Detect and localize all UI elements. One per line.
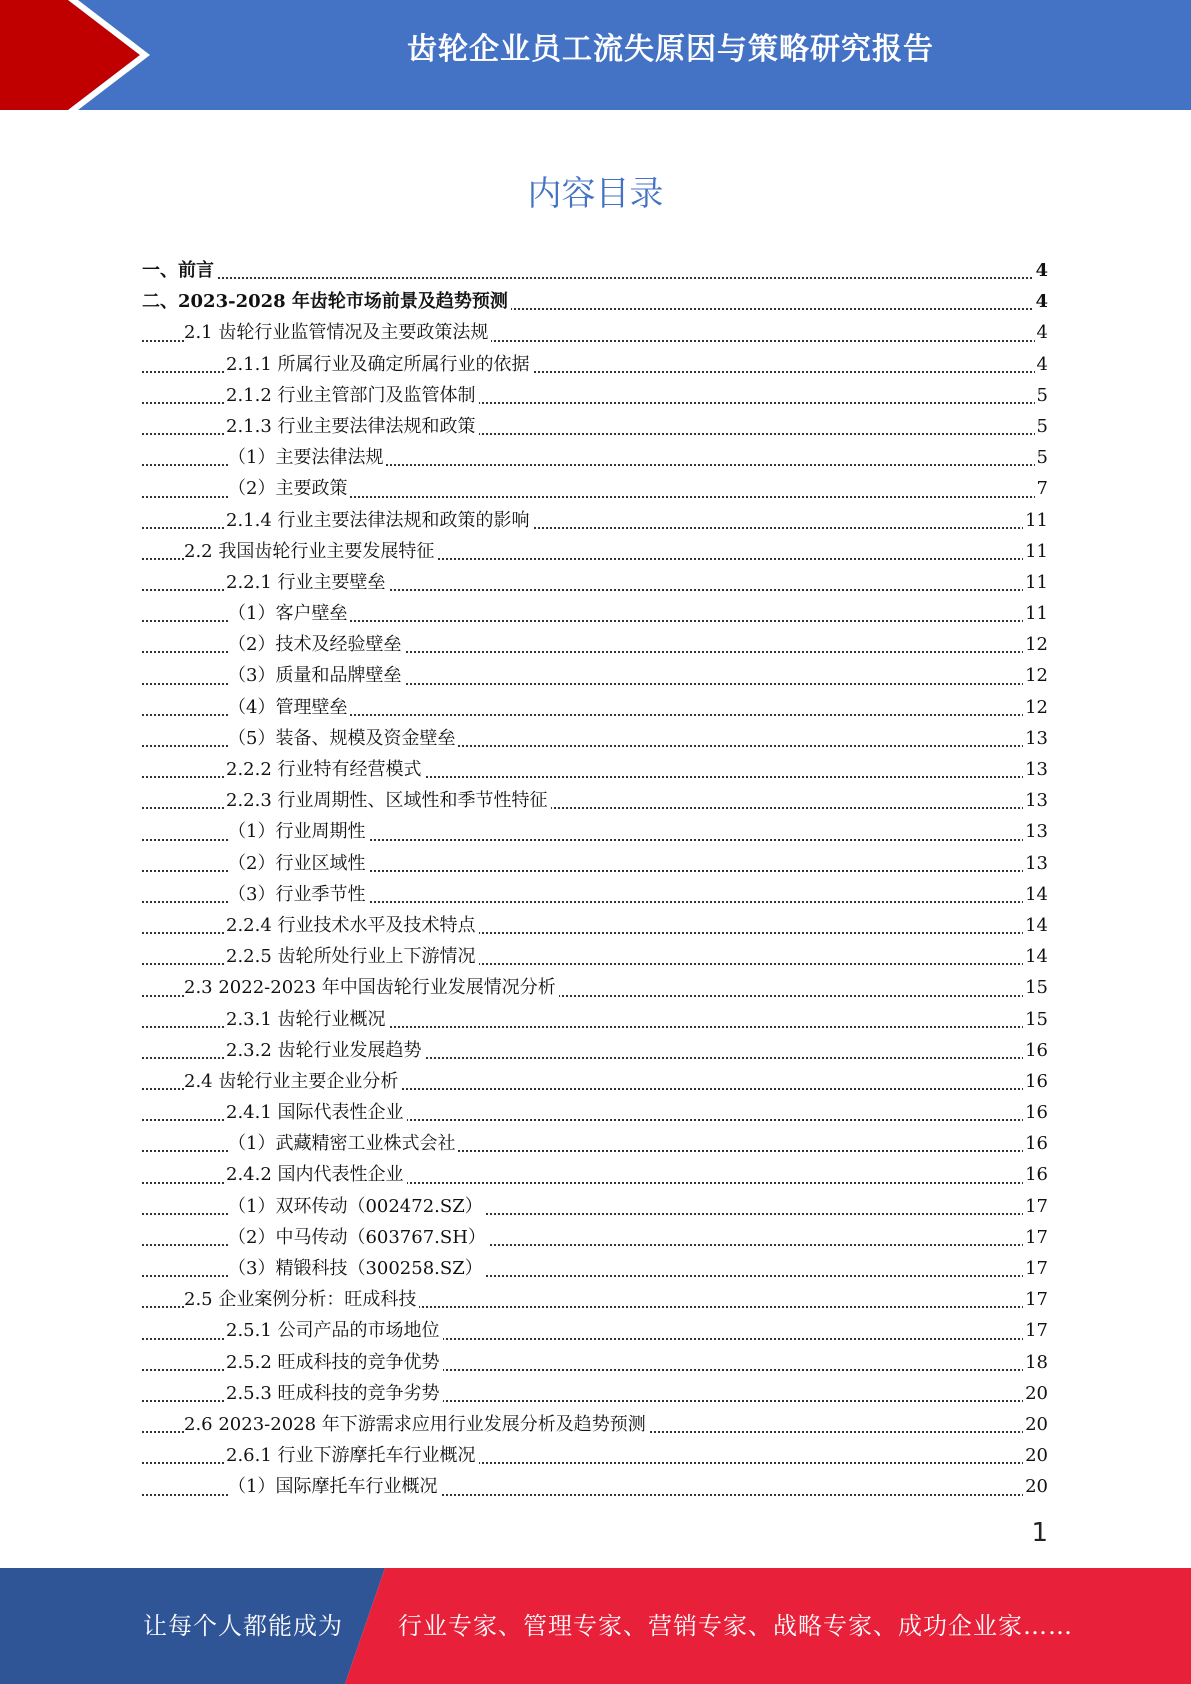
toc-entry[interactable] [142,879,1048,910]
toc-entry-page: 17 [1023,1222,1048,1253]
toc-entry[interactable] [142,785,1048,816]
toc-entry[interactable] [142,380,1048,411]
toc-entry[interactable] [142,598,1048,629]
toc-entry[interactable] [142,1409,1048,1440]
toc-entry[interactable] [142,1471,1048,1502]
toc-entry[interactable] [142,910,1048,941]
toc-entry-label: 2.2.2 行业特有经营模式 [226,759,425,780]
toc-entry[interactable] [142,255,1048,286]
report-header [0,0,1191,110]
toc-entry[interactable] [142,754,1048,785]
toc-entry-page: 20 [1023,1409,1048,1440]
toc-entry[interactable] [142,1222,1048,1253]
toc-entry-label: 一、前言 [142,260,217,281]
toc-entry-label: （1）行业周期性 [228,821,368,842]
toc-entry-page: 20 [1023,1471,1048,1502]
toc-entry-page: 17 [1023,1315,1048,1346]
toc-entry-page: 20 [1023,1440,1048,1471]
toc-entry-label: 2.4.1 国际代表性企业 [226,1102,407,1123]
toc-entry-label: 2.2 我国齿轮行业主要发展特征 [184,541,437,562]
toc-entry-label: 2.5 企业案例分析：旺成科技 [184,1289,419,1310]
toc-entry[interactable] [142,505,1048,536]
toc-entry-page: 18 [1023,1347,1048,1378]
toc-entry-page: 17 [1023,1191,1048,1222]
toc-entry[interactable] [142,536,1048,567]
toc-entry[interactable] [142,411,1048,442]
toc-entry-label: 2.4.2 国内代表性企业 [226,1164,407,1185]
toc-entry-page: 14 [1023,941,1048,972]
toc-entry-page: 11 [1023,598,1048,629]
toc-entry-label: 2.6 2023-2028 年下游需求应用行业发展分析及趋势预测 [184,1414,649,1435]
toc-entry-page: 12 [1023,660,1048,691]
toc-entry-label: 2.1.1 所属行业及确定所属行业的依据 [226,354,533,375]
toc-entry-label: （1）客户壁垒 [228,603,350,624]
toc-entry-label: （3）质量和品牌壁垒 [228,665,404,686]
toc-entry[interactable] [142,1004,1048,1035]
toc-entry-page: 5 [1035,380,1048,411]
toc-entry-page: 11 [1023,505,1048,536]
toc-entry-label: （1）武藏精密工业株式会社 [228,1133,458,1154]
toc-entry[interactable] [142,317,1048,348]
toc-entry-page: 13 [1023,848,1048,879]
toc-entry-page: 16 [1023,1128,1048,1159]
toc-entry[interactable] [142,1378,1048,1409]
toc-entry[interactable] [142,286,1048,317]
toc-entry-label: （2）主要政策 [228,478,350,499]
toc-entry[interactable] [142,629,1048,660]
toc-entry-label: 2.1 齿轮行业监管情况及主要政策法规 [184,322,491,343]
toc-entry[interactable] [142,660,1048,691]
toc-entry[interactable] [142,1315,1048,1346]
footer-slogan-left: 让每个人都能成为 [143,1612,343,1640]
toc-entry-page: 11 [1023,567,1048,598]
toc-entry-label: 2.2.4 行业技术水平及技术特点 [226,915,479,936]
toc-entry-label: 二、2023-2028 年齿轮市场前景及趋势预测 [142,291,511,312]
toc-entry-label: （5）装备、规模及资金壁垒 [228,728,458,749]
toc-entry-label: 2.3.1 齿轮行业概况 [226,1009,389,1030]
footer-banner [0,1568,1191,1684]
toc-entry[interactable] [142,1347,1048,1378]
toc-entry-label: （4）管理壁垒 [228,697,350,718]
toc-entry[interactable] [142,1128,1048,1159]
report-title: 齿轮企业员工流失原因与策略研究报告 [407,32,934,67]
toc-entry[interactable] [142,816,1048,847]
toc-entry[interactable] [142,1066,1048,1097]
toc-entry[interactable] [142,1284,1048,1315]
toc-entry[interactable] [142,1159,1048,1190]
page-number: 1 [1031,1518,1048,1548]
toc-entry[interactable] [142,349,1048,380]
toc-entry-page: 15 [1023,1004,1048,1035]
toc-entry-label: （2）技术及经验壁垒 [228,634,404,655]
toc-entry-label: 2.3 2022-2023 年中国齿轮行业发展情况分析 [184,977,559,998]
toc-entry-page: 15 [1023,972,1048,1003]
toc-entry-label: （1）主要法律法规 [228,447,386,468]
toc-entry-page: 20 [1023,1378,1048,1409]
toc-entry-label: 2.1.3 行业主要法律法规和政策 [226,416,479,437]
toc-entry-page: 4 [1035,317,1048,348]
toc-entry[interactable] [142,723,1048,754]
toc-entry-page: 11 [1023,536,1048,567]
toc-entry-page: 7 [1035,473,1048,504]
toc-entry[interactable] [142,1253,1048,1284]
toc-entry[interactable] [142,692,1048,723]
table-of-contents [142,255,1048,1503]
toc-entry-label: （2）行业区域性 [228,853,368,874]
toc-entry[interactable] [142,1097,1048,1128]
toc-entry-page: 12 [1023,629,1048,660]
toc-entry-label: 2.3.2 齿轮行业发展趋势 [226,1040,425,1061]
toc-entry[interactable] [142,1191,1048,1222]
toc-entry-page: 16 [1023,1035,1048,1066]
toc-entry-label: 2.6.1 行业下游摩托车行业概况 [226,1445,479,1466]
toc-entry[interactable] [142,567,1048,598]
toc-entry[interactable] [142,972,1048,1003]
toc-entry-page: 5 [1035,411,1048,442]
toc-entry-label: 2.5.3 旺成科技的竞争劣势 [226,1383,443,1404]
toc-entry-page: 16 [1023,1097,1048,1128]
footer-slogan-right: 行业专家、管理专家、营销专家、战略专家、成功企业家…… [398,1612,1073,1640]
toc-entry-page: 13 [1023,723,1048,754]
toc-entry-label: 2.1.4 行业主要法律法规和政策的影响 [226,510,533,531]
toc-entry-label: 2.2.1 行业主要壁垒 [226,572,389,593]
toc-entry[interactable] [142,442,1048,473]
toc-entry-page: 13 [1023,816,1048,847]
toc-entry-label: 2.2.5 齿轮所处行业上下游情况 [226,946,479,967]
toc-entry[interactable] [142,848,1048,879]
toc-entry-label: 2.5.1 公司产品的市场地位 [226,1320,443,1341]
toc-entry[interactable] [142,941,1048,972]
toc-entry[interactable] [142,1035,1048,1066]
toc-entry-page: 14 [1023,879,1048,910]
toc-entry-page: 16 [1023,1066,1048,1097]
toc-entry[interactable] [142,1440,1048,1471]
toc-entry-label: 2.2.3 行业周期性、区域性和季节性特征 [226,790,551,811]
toc-entry-page: 14 [1023,910,1048,941]
toc-entry-page: 17 [1023,1253,1048,1284]
toc-entry-page: 13 [1023,785,1048,816]
toc-entry-label: 2.4 齿轮行业主要企业分析 [184,1071,401,1092]
toc-heading: 内容目录 [527,174,664,214]
toc-entry-label: （2）中马传动（603767.SH） [228,1227,489,1248]
toc-entry-label: （3）精锻科技（300258.SZ） [228,1258,486,1279]
toc-entry-page: 16 [1023,1159,1048,1190]
toc-entry-label: （1）国际摩托车行业概况 [228,1476,440,1497]
toc-entry-page: 13 [1023,754,1048,785]
toc-entry-page: 4 [1033,286,1048,317]
toc-entry[interactable] [142,473,1048,504]
toc-entry-label: （3）行业季节性 [228,884,368,905]
toc-entry-page: 12 [1023,692,1048,723]
toc-entry-page: 5 [1035,442,1048,473]
toc-entry-page: 4 [1035,349,1048,380]
toc-entry-page: 4 [1033,255,1048,286]
toc-entry-label: 2.5.2 旺成科技的竞争优势 [226,1352,443,1373]
chevron-arrow-icon [0,0,150,110]
toc-entry-label: 2.1.2 行业主管部门及监管体制 [226,385,479,406]
dot-leader [142,277,1048,279]
toc-entry-label: （1）双环传动（002472.SZ） [228,1196,486,1217]
toc-entry-page: 17 [1023,1284,1048,1315]
